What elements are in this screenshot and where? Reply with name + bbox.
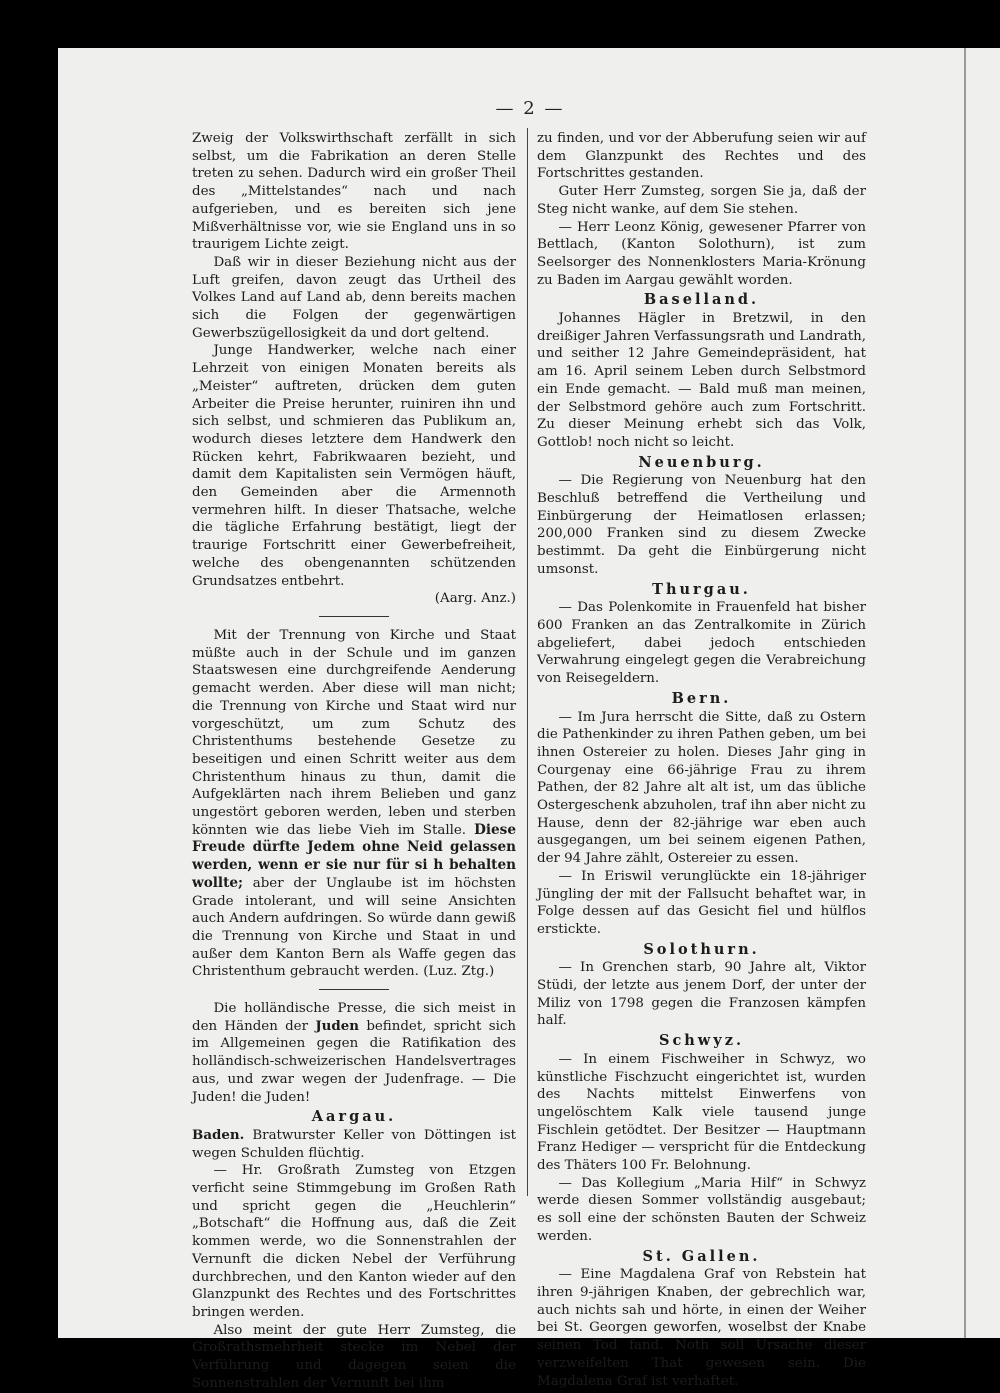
paragraph: Daß wir in dieser Beziehung nicht aus der Luft greifen, davon zeugt das Urtheil des Volkes Land auf Land ab, denn bereits machen sich die Folgen der gegenwärtigen Gewerbszügellosigkeit da und dort geltend. [192, 254, 516, 341]
separator [319, 616, 389, 617]
section-heading-aargau: Aargau. [311, 1108, 397, 1126]
section-heading-st-gallen: St. Gallen. [642, 1247, 761, 1265]
text: Mit der Trennung von Kirche und Staat müßte auch in der Schule und im ganzen Staatswesen eine durchgreifende Aenderung gemacht werden. Aber diese will man nicht; die Trennung von Kirche und Staat wird nur vorgeschützt, um zum Schutz des Christenthums bestehende Gesetze zu beseitigen und einen Schritt weiter aus dem Christenthum hinaus zu thun, damit die Aufgeklärten nach ihrem Belieben und ganz ungestört geboren werden, leben und sterben könnten wie das liebe Vieh im Stalle. [192, 627, 516, 838]
page-number: — 2 — [495, 98, 565, 119]
place-name: Baden. [192, 1126, 245, 1143]
section-heading-schwyz: Schwyz. [658, 1032, 745, 1050]
paragraph: — In einem Fischweiher in Schwyz, wo künstliche Fischzucht eingerichtet ist, wurden des Nachts mittelst Einwerfens von ungelöschtem Kalk viele tausend junge Fischlein getödtet. Der Besitzer — Hauptmann Franz Hediger — verspricht für die Entdeckung des Thäters 100 Fr. Belohnung. [537, 1051, 866, 1174]
paragraph: Also meint der gute Herr Zumsteg, die Großrathsmehrheit stecke im Nebel der Verführung und dagegen seien die Sonnenstrahlen der Vernunft bei ihm [192, 1322, 516, 1391]
paragraph: Zweig der Volkswirthschaft zerfällt in sich selbst, um die Fabrikation an deren Stelle treten zu sehen. Dadurch wird ein großer Theil des „Mittelstandes“ nach und nach aufgerieben, und es bereiten sich jene Mißverhältnisse vor, wie sie England uns in so traurigem Lichte zeigt. [192, 131, 516, 253]
paragraph: — In Grenchen starb, 90 Jahre alt, Viktor Stüdi, der letzte aus jenem Dorf, der unter der Miliz von 1798 gegen die Franzosen kämpfen half. [537, 960, 866, 1029]
paragraph [192, 627, 516, 981]
paragraph: — In Eriswil verunglückte ein 18-jähriger Jüngling der mit der Fallsucht behaftet war, in Folge dessen auf das Gesicht fiel und hülflos erstickte. [537, 868, 866, 937]
paragraph: — Hr. Großrath Zumsteg von Etzgen verficht seine Stimmgebung im Großen Rath und spricht gegen die „Heuchlerin“ „Botschaft“ die Hoffnung aus, daß die Zeit kommen werde, wo die Sonnenstrahlen der Vernunft die dicken Nebel der Verführung durchbrechen, und den Kanton wieder auf den Glanzpunkt des Rechtes und des Fortschrittes bringen werden. [192, 1163, 516, 1320]
paragraph: — Das Kollegium „Maria Hilf“ in Schwyz werde diesen Sommer vollständig ausgebaut; es soll eine der schönsten Bauten der Schweiz werden. [537, 1175, 866, 1244]
paragraph: zu finden, und vor der Abberufung seien wir auf dem Glanzpunkt des Rechtes und des Fortschrittes gestanden. [537, 131, 866, 182]
paragraph: Junge Handwerker, welche nach einer Lehrzeit von einigen Monaten bereits als „Meister“ auftreten, drücken dem guten Arbeiter die Preise herunter, ruiniren ihn und sich selbst, und schmieren das Publikum an, wodurch dieses letztere dem Handwerk den Rücken kehrt, Fabrikwaaren bezieht, und damit dem Kapitalisten sein Vermögen häuft, den Gemeinden aber die Armennoth vermehren hilft. In dieser Thatsache, welche die tägliche Erfahrung bestätigt, liegt der traurige Fortschritt einer Gewerbefreiheit, welche des obengenannten schützenden Grundsatzes entbehrt. [192, 343, 516, 589]
paragraph: Guter Herr Zumsteg, sorgen Sie ja, daß der Steg nicht wanke, auf dem Sie stehen. [537, 184, 866, 217]
section-heading-baselland: Baselland. [643, 291, 760, 309]
text: aber der Unglaube ist im höchsten Grade intolerant, und will seine Ansichten auch Andern aufdringen. So würde dann gewiß die Trennung von Kirche und Staat in und außer dem Kanton Bern als Waffe gegen das Christenthum gebraucht werden. (Luz. Ztg.) [192, 875, 516, 980]
section-heading-neuenburg: Neuenburg. [638, 453, 765, 471]
paragraph: — Herr Leonz König, gewesener Pfarrer von Bettlach, (Kanton Solothurn), ist zum Seelsorger des Nonnenklosters Maria-Krönung zu Baden im Aargau gewählt worden. [537, 219, 866, 288]
paragraph: — Die Regierung von Neuenburg hat den Beschluß betreffend die Vertheilung und Einbürgerung der Heimatlosen erlassen; 200,000 Franken sind zu diesem Zwecke bestimmt. Da geht die Einbürgerung nicht umsonst. [537, 473, 866, 577]
page-edge [964, 48, 966, 1338]
paragraph [192, 1127, 516, 1162]
source-citation: (Aarg. Anz.) [434, 591, 516, 607]
left-column [192, 130, 516, 1393]
text: befindet, spricht sich im Allgemeinen gegen die Ratifikation des holländisch-schweizerischen Handelsvertrages aus, und zwar wegen der Judenfrage. — Die Juden! die Juden! [192, 1018, 516, 1105]
paragraph: Johannes Hägler in Bretzwil, in den dreißiger Jahren Verfassungsrath und Landrath, und seither 12 Jahre Gemeindepräsident, hat am 16. April seinem Leben durch Selbstmord ein Ende gemacht. — Bald muß man meinen, der Selbstmord gehöre auch zum Fortschritt. Zu dieser Meinung erhebt sich das Volk, Gottlob! noch nicht so leicht. [537, 311, 866, 450]
emphasis-text: Diese Freude dürfte Jedem ohne Neid gelassen werden, wenn er sie nur für si h behalten wollte; [192, 821, 516, 891]
text: Bratwurster Keller von Döttingen ist wegen Schulden flüchtig. [192, 1127, 516, 1161]
separator [319, 989, 389, 990]
section-heading-thurgau: Thurgau. [652, 580, 751, 598]
paragraph [192, 1000, 516, 1106]
section-heading-solothurn: Solothurn. [643, 940, 760, 958]
paragraph: — Das Polenkomite in Frauenfeld hat bisher 600 Franken an das Zentralkomite in Zürich abgeliefert, dabei jedoch entschieden Verwahrung eingelegt gegen die Verabreichung von Reisegeldern. [537, 600, 866, 687]
emphasis-text: Juden [315, 1017, 360, 1034]
right-column [537, 130, 866, 1390]
column-rule [527, 128, 528, 1196]
paragraph: — Im Jura herrscht die Sitte, daß zu Ostern die Pathenkinder zu ihren Pathen geben, um bei ihnen Ostereier zu holen. Dieses Jahr ging in Courgenay eine 66-jährige Frau zu ihrem Pathen, der 82 Jahre alt alt ist, um das übliche Ostergeschenk abzuholen, traf ihn aber nicht zu Hause, denn der 82-jährige war eben auch ausgegangen, um bei seinem eigenen Pathen, der 94 Jahre zählt, Ostereier zu essen. [537, 709, 866, 867]
paragraph: — Eine Magdalena Graf von Rebstein hat ihren 9-jährigen Knaben, der gebrechlich war, auch nichts sah und hörte, in einen der Weiher bei St. Georgen geworfen, woselbst der Knabe seinen Tod fand. Noth soll Ursache dieser verzweifelten That gewesen sein. Die Magdalena Graf ist verhaftet. [537, 1267, 866, 1389]
text: Die holländische Presse, die sich meist in den Händen der [192, 1001, 516, 1034]
section-heading-bern: Bern. [671, 689, 732, 707]
